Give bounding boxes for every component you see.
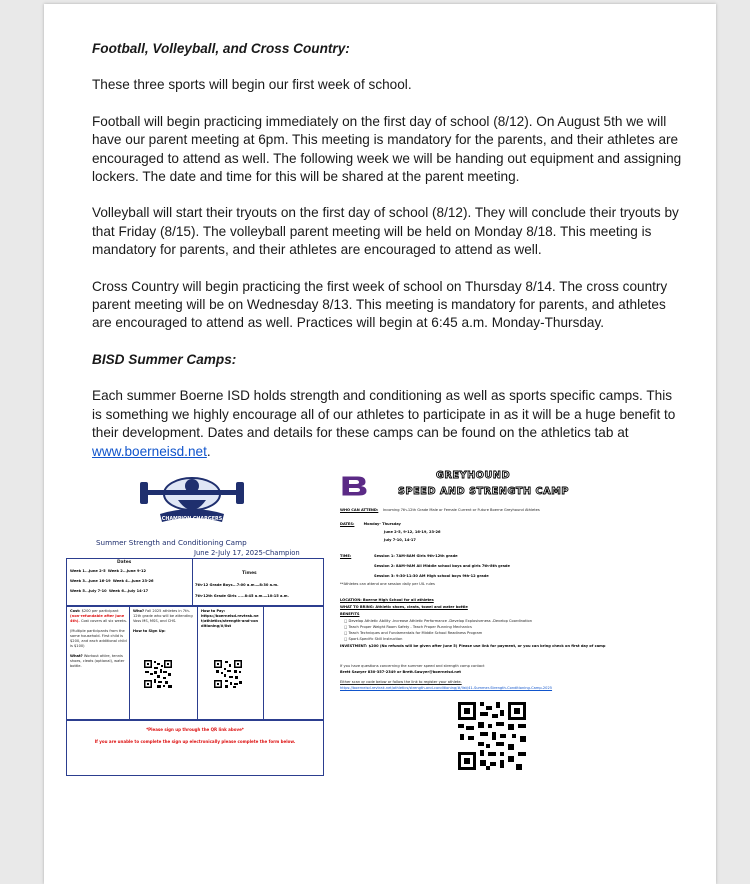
who-section: Who? Fall 2025 athletes in 7th-12th grade who will be attending Voss MS, MSS, and CHS. How to Sign Up: (133, 609, 193, 633)
session-2: Session 2: 8AM-9AM All Middle school boys and girls 7th-8th grade (374, 564, 510, 568)
benefits-label: BENEFITS (340, 612, 360, 616)
bring-row: WHAT TO BRING: Athletic shoes, cleats, towel and water bottle (340, 605, 468, 609)
notes-box (66, 720, 324, 776)
time-row: 7th-12 Grade Boys...7:00 a.m.—8:30 a.m. (195, 583, 279, 587)
who-attend-row: WHO CAN ATTEND: Incoming 7th-12th Grade Male or Female Current or Future Boerne Greyhound Athletes (340, 508, 540, 512)
payment-qr-code[interactable] (213, 659, 243, 689)
pay-section: How to Pay: https://boerneisd.revtrak.net/athletics/strength-and-conditioning/#/list (201, 609, 259, 628)
document-body (92, 40, 682, 461)
dates-times-box (66, 558, 324, 606)
signup-note: *Please sign up through the QR link above* (146, 727, 244, 732)
weeks-row: Week 5...July 7-10 Week 6...July 14-17 (70, 589, 149, 593)
scan-instructions: Either scan qr code below or follow the link to register your athlete. (340, 680, 462, 684)
logo-text: CHAMPION CHARGERS (161, 517, 223, 522)
registration-qr-code[interactable] (456, 700, 528, 772)
session-3: Session 3: 9:30-11:30 AM High school boys 9th-12 grade (374, 574, 489, 578)
dates-label: Dates (117, 560, 132, 565)
camps-after-link: . (206, 443, 211, 459)
left-flyer-dates: June 2-July 17, 2025-Champion (194, 549, 300, 557)
dates-june: June 2-5, 9-12, 16-19, 23-26 (384, 530, 441, 534)
contact-line-1: If you have questions concerning the summer speed and strength camp contact (340, 664, 485, 668)
dates-july: July 7-10, 14-17 (384, 538, 416, 542)
document-page (44, 4, 716, 884)
camps-body: Each summer Boerne ISD holds strength and conditioning as well as sports specific camps. This is something we highly encourage all of our athletes to participate in as it will be a huge benefit to their development. Dates and details for these camps can be found on the athletics tab at (92, 388, 676, 441)
camp-title: SPEED AND STRENGTH CAMP (398, 486, 569, 497)
camps-heading: BISD Summer Camps: (92, 351, 237, 367)
location-row: LOCATION: Boerne High School for all athletes (340, 598, 434, 602)
champion-camp-flyer (64, 466, 326, 784)
register-link[interactable]: https://boerneisd.revtrak.net/athletics/strength-and-conditioning/#/list/41-Summer-Strength-Conditioning-Camp-2025 (340, 686, 553, 690)
session-1: Session 1: 7AM-8AM Girls 9th-12th grade (374, 554, 458, 558)
volleyball-paragraph: Volleyball will start their tryouts on the first day of school (8/12). They will conclude their tryouts by that Friday (8/15). The volleyball parent meeting will be held on Monday 8/18. This meeting is mandatory for parents, and their athletes are encouraged to attend as well. (92, 205, 679, 258)
time-row: 7th-12th Grade Girls .....8:45 a.m.—10:15 a.m. (195, 594, 289, 598)
benefit-item: □ Develop Athletic Ability -Increase Athletic Performance -Develop Explosiveness -Develop Coordination (344, 619, 532, 623)
weeks-list (70, 569, 190, 594)
session-note: **Athletes can attend one session daily per UIL rules (340, 582, 435, 586)
fall-sports-heading: Football, Volleyball, and Cross Country: (92, 41, 350, 56)
cost-section: Cost: $200 per participant (non-refundable after June 4th). Cost covers all six weeks. (Multiple participants from the same household. First child is $200, and each additional child is $100) What? Workout attire, tennis shoes, cleats (optional), water bottle. (70, 609, 128, 668)
boerneisd-link[interactable]: www.boerneisd.net (92, 443, 207, 459)
camps-paragraph (92, 387, 682, 461)
boerne-b-logo (336, 472, 372, 500)
fall-intro: These three sports will begin our first week of school. (92, 77, 412, 93)
contact-line-2: Brett Sawyer 830-357-2349 or Brett.Sawyer@boerneisd.net (340, 670, 462, 674)
weeks-row: Week 1...June 2-5 Week 2...June 9-12 (70, 569, 146, 573)
weeks-row: Week 3...June 16-19 Week 4...June 23-26 (70, 579, 154, 583)
time-row: TIME: (340, 554, 352, 558)
investment-row: INVESTMENT: $200 (No refunds will be given after June 5) Please use link for payment, or you can bring check on first day of camp (340, 644, 606, 648)
dates-row: DATES: Monday- Thursday (340, 522, 401, 526)
benefit-item: □ Sport-Specific Skill Instruction (344, 637, 403, 641)
benefit-item: □ Teach Techniques and Fundamentals for Middle School Readiness Program (344, 631, 483, 635)
greyhound-camp-flyer (336, 464, 648, 794)
greyhound-title: GREYHOUND (436, 470, 511, 481)
times-label: Times (242, 571, 257, 576)
cross-country-paragraph: Cross Country will begin practicing the first week of school on Thursday 8/14. The cross country parent meeting will be on Wednesday 8/13. This meeting is mandatory for parents, and athletes are encouraged to attend as well. Practices will begin at 6:45 a.m. Monday-Thursday. (92, 278, 668, 331)
info-box (66, 606, 324, 720)
benefit-item: □ Teach Proper Weight Room Safety - Teach Proper Running Mechanics (344, 625, 472, 629)
left-flyer-title: Summer Strength and Conditioning Camp (96, 538, 247, 547)
champion-chargers-logo (138, 470, 246, 538)
paper-form-note: If you are unable to complete the sign up electronically please complete the form below. (94, 739, 296, 744)
football-paragraph: Football will begin practicing immediately on the first day of school (8/12). On August 5th we will have our parent meeting at 6pm. This meeting is mandatory for the parents, and their athletes are encouraged to attend as well. The following week we will be handing out equipment and assigning lockers. The date and time for this will be shared at the parent meeting. (92, 113, 682, 185)
signup-qr-code[interactable] (143, 659, 173, 689)
